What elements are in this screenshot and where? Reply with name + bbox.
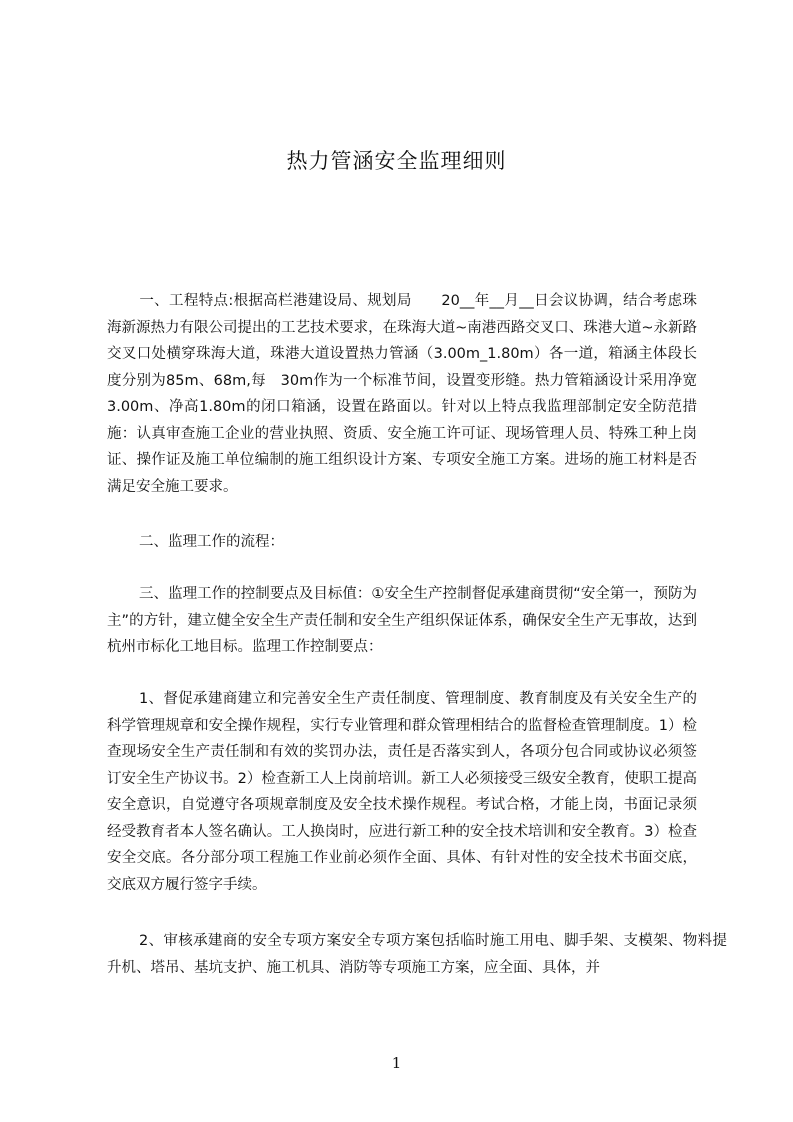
paragraph-item-2 xyxy=(107,928,727,984)
paragraph-workflow xyxy=(107,529,697,557)
paragraph-text: 一、工程特点:根据高栏港建设局、规划局 20__年__月__日会议协调，结合考虑珠海新源热力有限公司提出的工艺技术要求，在珠海大道~南港西路交叉口、珠港大道~永新路交叉口处横穿珠海大道，珠港大道设置热力管涵（3.00m_1.80m）各一道，箱涵主体段长度分别为85m、68m,每 30m作为一个标准节间，设置变形缝。热力管箱涵设计采用净宽3.00m、净高1.80m的闭口箱涵，设置在路面以。针对以上特点我监理部制定安全防范措施：认真审查施工企业的营业执照、资质、安全施工许可证、现场管理人员、特殊工种上岗证、操作证及施工单位编制的施工组织设计方案、专项安全施工方案。进场的施工材料是否满足安全施工要求。 xyxy=(107,293,697,495)
paragraph-text: 2、审核承建商的安全专项方案安全专项方案包括临时施工用电、脚手架、支模架、物料提升机、塔吊、基坑支护、施工机具、消防等专项施工方案，应全面、具体，并 xyxy=(107,933,727,976)
paragraph-item-1 xyxy=(107,686,697,902)
paragraph-control-points xyxy=(107,581,697,665)
paragraph-text: 三、监理工作的控制要点及目标值：①安全生产控制督促承建商贯彻“安全第一，预防为主”的方针，建立健全安全生产责任制和安全生产组织保证体系，确保安全生产无事故，达到杭州市标化工地目标。监理工作控制要点： xyxy=(107,586,697,655)
paragraph-text: 1、督促承建商建立和完善安全生产责任制度、管理制度、教育制度及有关安全生产的科学管理规章和安全操作规程，实行专业管理和群众管理相结合的监督检查管理制度。1）检查现场安全生产责任制和有效的奖罚办法，责任是否落实到人，各项分包合同或协议必须签订安全生产协议书。2）检查新工人上岗前培训。新工人必须接受三级安全教育，使职工提高安全意识，自觉遵守各项规章制度及安全技术操作规程。考试合格，才能上岗，书面记录须经受教育者本人签名确认。工人换岗时，应进行新工种的安全技术培训和安全教育。3）检查安全交底。各分部分项工程施工作业前必须作全面、具体、有针对性的安全技术书面交底，交底双方履行签字手续。 xyxy=(107,691,697,893)
page-number: 1 xyxy=(391,1054,402,1072)
paragraph-text: 二、监理工作的流程： xyxy=(139,534,284,550)
paragraph-project-features xyxy=(107,288,697,504)
document-title: 热力管涵安全监理细则 xyxy=(286,149,507,173)
